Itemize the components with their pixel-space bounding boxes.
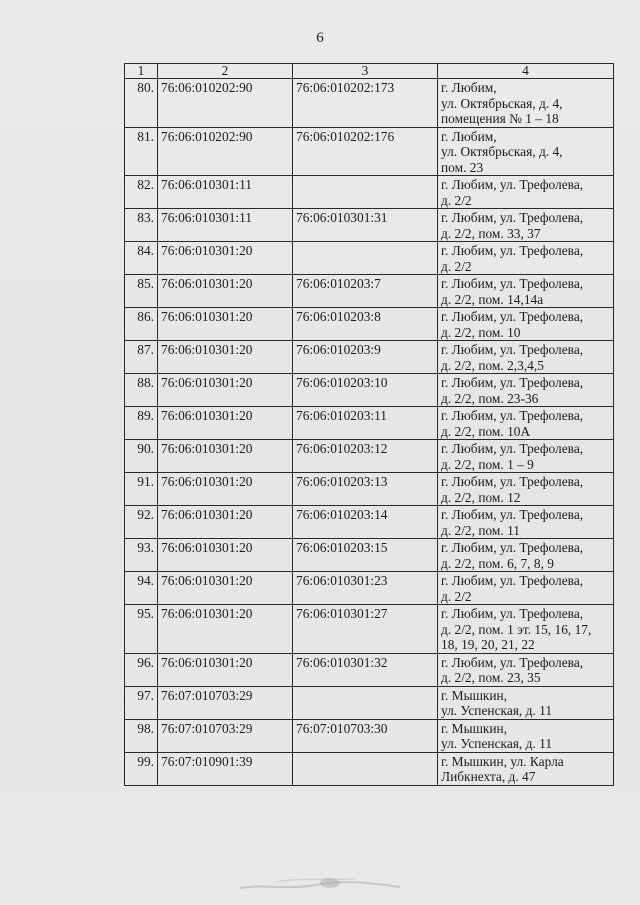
address-line: г. Любим, ул. Трефолева, (441, 408, 584, 423)
column-header-4: 4 (438, 64, 614, 79)
row-number: 90. (125, 440, 158, 473)
column-header-2: 2 (158, 64, 293, 79)
address-cell (438, 79, 614, 128)
address-cell (438, 572, 614, 605)
address-cell (438, 407, 614, 440)
cadastral-number-object: 76:06:010202:176 (293, 127, 438, 176)
cadastral-number-object: 76:06:010301:31 (293, 209, 438, 242)
table-row (125, 752, 614, 785)
address-cell (438, 374, 614, 407)
cadastral-number-land: 76:06:010202:90 (158, 127, 293, 176)
table-row (125, 341, 614, 374)
table-row (125, 539, 614, 572)
address-line: д. 2/2, пом. 11 (441, 522, 520, 538)
address-line: Либкнехта, д. 47 (441, 769, 536, 784)
address-cell (438, 242, 614, 275)
table-row (125, 506, 614, 539)
cadastral-number-land: 76:06:010301:20 (158, 572, 293, 605)
table-body (125, 79, 614, 786)
row-number: 89. (125, 407, 158, 440)
address-line: г. Мышкин, ул. Карла (441, 753, 564, 769)
row-number: 92. (125, 506, 158, 539)
address-line: г. Мышкин, (441, 720, 508, 736)
address-line: д. 2/2, пом. 1 – 9 (441, 456, 534, 472)
table-row (125, 653, 614, 686)
row-number: 86. (125, 308, 158, 341)
row-number: 88. (125, 374, 158, 407)
address-line: пом. 23 (441, 159, 484, 175)
row-number: 82. (125, 176, 158, 209)
cadastral-table (124, 63, 614, 786)
address-line: д. 2/2, пом. 10А (441, 423, 531, 439)
table-row (125, 719, 614, 752)
table-row (125, 473, 614, 506)
address-line: помещения № 1 – 18 (441, 111, 559, 126)
address-line: г. Любим, ул. Трефолева, (441, 309, 584, 324)
row-number: 94. (125, 572, 158, 605)
table-row (125, 275, 614, 308)
cadastral-number-land: 76:06:010301:20 (158, 242, 293, 275)
address-line: д. 2/2, пом. 6, 7, 8, 9 (441, 555, 554, 571)
cadastral-number-land: 76:06:010301:20 (158, 539, 293, 572)
address-line: г. Любим, ул. Трефолева, (441, 573, 584, 588)
address-cell (438, 473, 614, 506)
address-cell (438, 686, 614, 719)
address-line: д. 2/2, пом. 2,3,4,5 (441, 357, 544, 373)
cadastral-number-object: 76:06:010203:13 (293, 473, 438, 506)
table-row (125, 242, 614, 275)
address-line: г. Любим, ул. Трефолева, (441, 342, 584, 357)
address-line: г. Любим, (441, 128, 497, 144)
table-header-row (125, 64, 614, 79)
cadastral-number-land: 76:07:010703:29 (158, 686, 293, 719)
address-line: г. Любим, ул. Трефолева, (441, 654, 584, 670)
address-line: д. 2/2 (441, 258, 472, 274)
cadastral-number-object: 76:06:010203:7 (293, 275, 438, 308)
address-line: г. Любим, (441, 80, 497, 95)
address-line: д. 2/2, пом. 10 (441, 324, 521, 340)
cadastral-number-land: 76:06:010301:11 (158, 176, 293, 209)
address-line: ул. Октябрьская, д. 4, (441, 144, 563, 159)
cadastral-number-object: 76:06:010203:9 (293, 341, 438, 374)
row-number: 85. (125, 275, 158, 308)
cadastral-number-land: 76:06:010301:20 (158, 308, 293, 341)
cadastral-number-land: 76:06:010301:20 (158, 506, 293, 539)
row-number: 84. (125, 242, 158, 275)
address-cell (438, 752, 614, 785)
row-number: 91. (125, 473, 158, 506)
address-line: д. 2/2, пом. 23-36 (441, 390, 539, 406)
address-cell (438, 176, 614, 209)
address-line: г. Любим, ул. Трефолева, (441, 540, 584, 555)
page-number: 6 (316, 30, 324, 46)
address-cell (438, 653, 614, 686)
address-line: г. Мышкин, (441, 687, 508, 703)
address-line: д. 2/2, пом. 33, 37 (441, 225, 541, 241)
cadastral-number-land: 76:06:010301:11 (158, 209, 293, 242)
address-line: д. 2/2, пом. 23, 35 (441, 670, 541, 685)
address-cell (438, 539, 614, 572)
row-number: 97. (125, 686, 158, 719)
table-row (125, 308, 614, 341)
address-line: г. Любим, ул. Трефолева, (441, 210, 584, 225)
address-line: г. Любим, ул. Трефолева, (441, 177, 584, 192)
cadastral-number-land: 76:06:010301:20 (158, 473, 293, 506)
cadastral-number-object: 76:06:010203:14 (293, 506, 438, 539)
cadastral-number-land: 76:06:010301:20 (158, 275, 293, 308)
column-header-3: 3 (293, 64, 438, 79)
row-number: 81. (125, 127, 158, 176)
cadastral-number-object: 76:06:010301:23 (293, 572, 438, 605)
cadastral-number-land: 76:06:010301:20 (158, 440, 293, 473)
cadastral-number-object: 76:06:010203:15 (293, 539, 438, 572)
row-number: 93. (125, 539, 158, 572)
cadastral-number-land: 76:07:010901:39 (158, 752, 293, 785)
address-line: г. Любим, ул. Трефолева, (441, 441, 584, 456)
table-row (125, 209, 614, 242)
table-row (125, 686, 614, 719)
address-cell (438, 127, 614, 176)
address-line: д. 2/2, пом. 1 эт. 15, 16, 17, (441, 621, 592, 637)
cadastral-number-object: 76:07:010703:30 (293, 719, 438, 752)
cadastral-number-object (293, 686, 438, 719)
address-line: д. 2/2 (441, 192, 472, 208)
address-line: г. Любим, ул. Трефолева, (441, 474, 584, 489)
table-row (125, 127, 614, 176)
row-number: 96. (125, 653, 158, 686)
cadastral-number-land: 76:06:010301:20 (158, 605, 293, 654)
address-line: 18, 19, 20, 21, 22 (441, 637, 535, 652)
table-row (125, 605, 614, 654)
cadastral-number-land: 76:07:010703:29 (158, 719, 293, 752)
address-cell (438, 275, 614, 308)
cadastral-number-land: 76:06:010301:20 (158, 374, 293, 407)
address-line: ул. Успенская, д. 11 (441, 703, 553, 718)
cadastral-number-object: 76:06:010203:8 (293, 308, 438, 341)
table-row (125, 79, 614, 128)
address-line: ул. Октябрьская, д. 4, (441, 95, 563, 111)
address-line: г. Любим, ул. Трефолева, (441, 243, 584, 258)
cadastral-number-object: 76:06:010301:32 (293, 653, 438, 686)
row-number: 99. (125, 752, 158, 785)
row-number: 83. (125, 209, 158, 242)
row-number: 87. (125, 341, 158, 374)
table-row (125, 572, 614, 605)
cadastral-number-land: 76:06:010202:90 (158, 79, 293, 128)
address-line: ул. Успенская, д. 11 (441, 736, 553, 751)
address-cell (438, 719, 614, 752)
address-line: г. Любим, ул. Трефолева, (441, 276, 584, 291)
row-number: 95. (125, 605, 158, 654)
address-line: д. 2/2 (441, 588, 472, 604)
address-line: г. Любим, ул. Трефолева, (441, 606, 584, 621)
cadastral-number-object (293, 176, 438, 209)
cadastral-number-object: 76:06:010203:12 (293, 440, 438, 473)
cadastral-number-land: 76:06:010301:20 (158, 653, 293, 686)
cadastral-number-land: 76:06:010301:20 (158, 341, 293, 374)
address-line: г. Любим, ул. Трефолева, (441, 375, 584, 390)
cadastral-number-object: 76:06:010203:11 (293, 407, 438, 440)
address-cell (438, 605, 614, 654)
cadastral-number-land: 76:06:010301:20 (158, 407, 293, 440)
address-cell (438, 440, 614, 473)
address-cell (438, 341, 614, 374)
row-number: 98. (125, 719, 158, 752)
cadastral-number-object: 76:06:010301:27 (293, 605, 438, 654)
address-cell (438, 506, 614, 539)
table-row (125, 407, 614, 440)
address-cell (438, 308, 614, 341)
table-row (125, 176, 614, 209)
table-row (125, 374, 614, 407)
cadastral-number-object: 76:06:010202:173 (293, 79, 438, 128)
address-line: д. 2/2, пом. 14,14а (441, 291, 544, 307)
scan-smudge (235, 870, 405, 896)
cadastral-number-object (293, 752, 438, 785)
row-number: 80. (125, 79, 158, 128)
cadastral-number-object: 76:06:010203:10 (293, 374, 438, 407)
address-line: д. 2/2, пом. 12 (441, 489, 521, 505)
column-header-1: 1 (125, 64, 158, 79)
table-row (125, 440, 614, 473)
cadastral-number-object (293, 242, 438, 275)
address-line: г. Любим, ул. Трефолева, (441, 507, 584, 522)
address-cell (438, 209, 614, 242)
